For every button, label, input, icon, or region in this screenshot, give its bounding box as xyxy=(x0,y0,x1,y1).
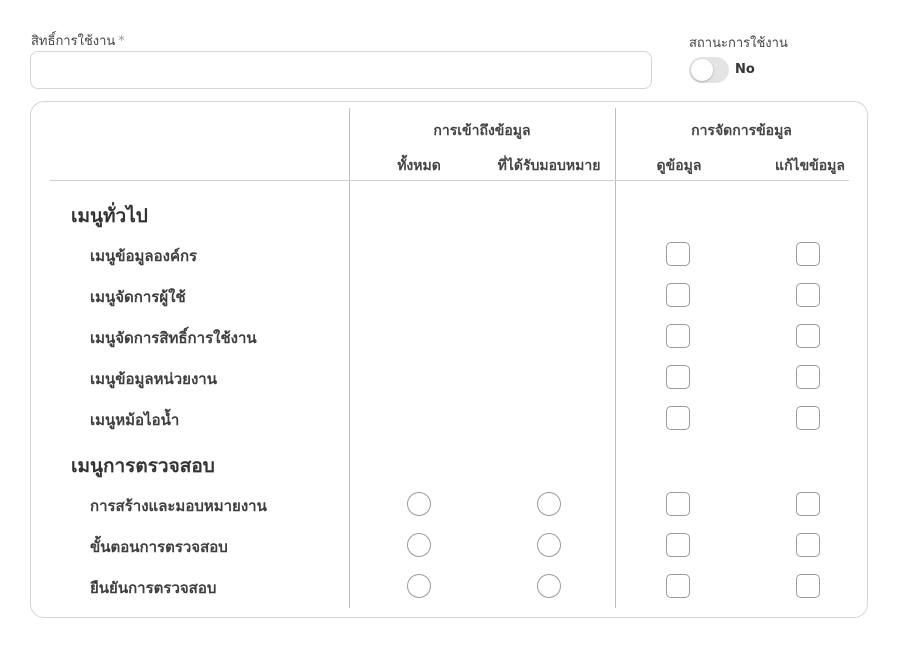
radio-inspection-steps-all[interactable] xyxy=(407,533,431,557)
status-toggle-text: No xyxy=(735,62,755,77)
status-toggle[interactable] xyxy=(689,57,729,83)
row-label-boiler: เมนูหม้อไอน้ำ xyxy=(90,411,180,429)
checkbox-role-management-view[interactable] xyxy=(666,324,690,348)
column-divider-access xyxy=(349,108,350,608)
column-header-view: ดูข้อมูล xyxy=(656,158,702,174)
column-header-assigned: ที่ได้รับมอบหมาย xyxy=(497,158,601,174)
row-label-create-assign: การสร้างและมอบหมายงาน xyxy=(90,497,267,515)
group-header-manage: การจัดการข้อมูล xyxy=(691,123,792,139)
checkbox-inspection-steps-view[interactable] xyxy=(666,533,690,557)
radio-create-assign-all[interactable] xyxy=(407,492,431,516)
radio-create-assign-assigned[interactable] xyxy=(537,492,561,516)
radio-confirm-inspection-assigned[interactable] xyxy=(537,574,561,598)
role-label-text: สิทธิ์การใช้งาน xyxy=(31,34,116,49)
row-label-department: เมนูข้อมูลหน่วยงาน xyxy=(90,370,217,388)
role-field-label xyxy=(31,30,125,51)
column-divider-manage xyxy=(615,108,616,608)
header-divider xyxy=(50,180,849,181)
row-label-inspection-steps: ขั้นตอนการตรวจสอบ xyxy=(90,538,228,556)
checkbox-organization-edit[interactable] xyxy=(796,242,820,266)
required-mark: * xyxy=(118,34,125,49)
checkbox-create-assign-view[interactable] xyxy=(666,492,690,516)
row-label-confirm-inspection: ยืนยันการตรวจสอบ xyxy=(90,579,217,597)
checkbox-create-assign-edit[interactable] xyxy=(796,492,820,516)
checkbox-user-management-view[interactable] xyxy=(666,283,690,307)
status-field-label: สถานะการใช้งาน xyxy=(689,36,788,51)
permissions-panel xyxy=(30,101,868,618)
checkbox-role-management-edit[interactable] xyxy=(796,324,820,348)
checkbox-boiler-view[interactable] xyxy=(666,406,690,430)
checkbox-department-view[interactable] xyxy=(666,365,690,389)
toggle-knob xyxy=(691,59,713,81)
radio-inspection-steps-assigned[interactable] xyxy=(537,533,561,557)
row-label-organization: เมนูข้อมูลองค์กร xyxy=(90,247,198,265)
role-name-input[interactable] xyxy=(30,51,652,89)
checkbox-user-management-edit[interactable] xyxy=(796,283,820,307)
checkbox-organization-view[interactable] xyxy=(666,242,690,266)
checkbox-confirm-inspection-view[interactable] xyxy=(666,574,690,598)
checkbox-confirm-inspection-edit[interactable] xyxy=(796,574,820,598)
column-header-edit: แก้ไขข้อมูล xyxy=(775,158,845,174)
checkbox-department-edit[interactable] xyxy=(796,365,820,389)
column-header-all: ทั้งหมด xyxy=(397,158,441,174)
checkbox-inspection-steps-edit[interactable] xyxy=(796,533,820,557)
row-label-role-management: เมนูจัดการสิทธิ์การใช้งาน xyxy=(90,329,257,347)
radio-confirm-inspection-all[interactable] xyxy=(407,574,431,598)
group-header-access: การเข้าถึงข้อมูล xyxy=(433,123,531,139)
section-title-general: เมนูทั่วไป xyxy=(71,205,148,227)
checkbox-boiler-edit[interactable] xyxy=(796,406,820,430)
row-label-user-management: เมนูจัดการผู้ใช้ xyxy=(90,288,186,306)
section-title-inspection: เมนูการตรวจสอบ xyxy=(71,455,215,477)
